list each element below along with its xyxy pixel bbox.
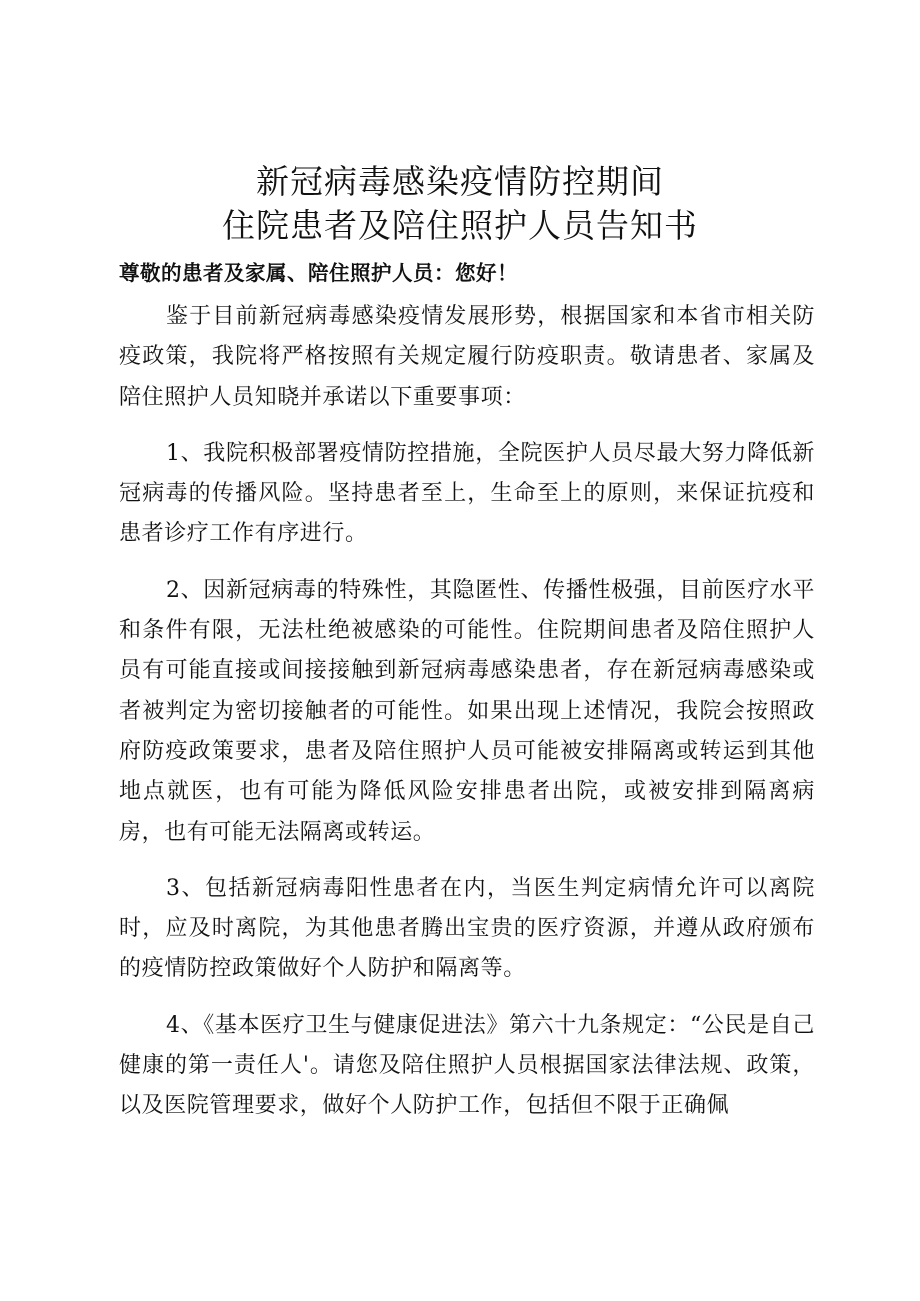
document-body [119, 297, 815, 1143]
document-title-line2: 住院患者及陪住照护人员告知书 [222, 206, 698, 245]
document-title-line1: 新冠病毒感染疫情防控期间 [256, 162, 664, 201]
paragraph-item-3: 3、包括新冠病毒阳性患者在内，当医生判定病情允许可以离院时，应及时离院，为其他患者腾出宝贵的医疗资源，并遵从政府颁布的疫情防控政策做好个人防护和隔离等。 [119, 875, 815, 982]
paragraph-item-1: 1、我院积极部署疫情防控措施，全院医护人员尽最大努力降低新冠病毒的传播风险。坚持患者至上，生命至上的原则，来保证抗疫和患者诊疗工作有序进行。 [119, 440, 815, 547]
greeting: 尊敬的患者及家属、陪住照护人员：您好！ [119, 261, 518, 285]
paragraph-item-2: 2、因新冠病毒的特殊性，其隐匿性、传播性极强，目前医疗水平和条件有限，无法杜绝被感染的可能性。住院期间患者及陪住照护人员有可能直接或间接接触到新冠病毒感染患者，存在新冠病毒感染或者被判定为密切接触者的可能性。如果出现上述情况，我院会按照政府防疫政策要求，患者及陪住照护人员可能被安排隔离或转运到其他地点就医，也有可能为降低风险安排患者出院，或被安排到隔离病房，也有可能无法隔离或转运。 [119, 577, 815, 845]
paragraph-item-4: 4、《基本医疗卫生与健康促进法》第六十九条规定：“公民是自己健康的第一责任人'。请您及陪住照护人员根据国家法律法规、政策，以及医院管理要求，做好个人防护工作，包括但不限于正确佩 [119, 1012, 815, 1119]
paragraph-intro: 鉴于目前新冠病毒感染疫情发展形势，根据国家和本省市相关防疫政策，我院将严格按照有关规定履行防疫职责。敬请患者、家属及陪住照护人员知晓并承诺以下重要事项： [119, 304, 815, 410]
